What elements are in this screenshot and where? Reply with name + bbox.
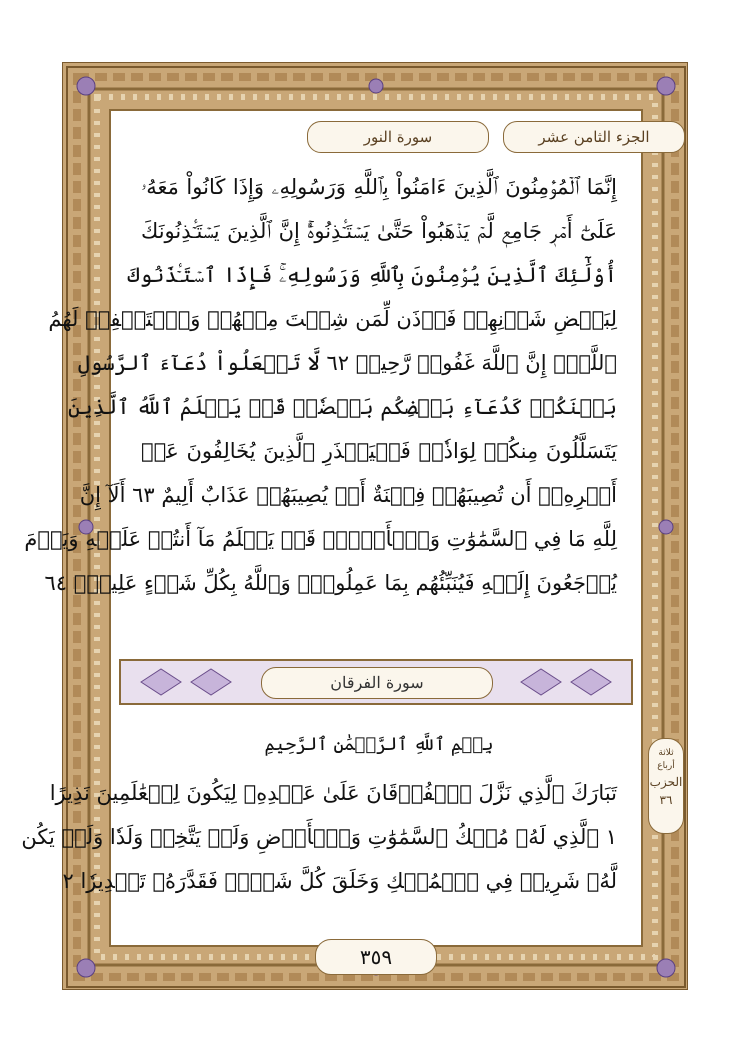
basmala: بِسۡمِ ٱللَّهِ ٱلرَّحۡمَٰنِ ٱلرَّحِيمِ [264,734,494,755]
surah-title: سورة النور [307,121,489,153]
verse-line: لِلَّهِ مَا فِي ٱلسَّمَٰوَٰتِ وَٱلۡأَرۡضِۖ قَدۡ يَعۡلَمُ مَآ أَنتُمۡ عَلَيۡهِ وَيَوۡمَ [24,527,617,551]
verse-line: أَمۡرِهِۦٓ أَن تُصِيبَهُمۡ فِتۡنَةٌ أَوۡ يُصِيبَهُمۡ عَذَابٌ أَلِيمٌ ٦٣ أَلَآ إِنَّ [79,483,617,507]
verse-line: تَبَارَكَ ٱلَّذِي نَزَّلَ ٱلۡفُرۡقَانَ عَلَىٰ عَبۡدِهِۦ لِيَكُونَ لِلۡعَٰلَمِينَ نَذِيرًا [49,781,617,805]
verse-line: يَتَسَلَّلُونَ مِنكُمۡ لِوَاذٗاۚ فَلۡيَحۡذَرِ ٱلَّذِينَ يُخَالِفُونَ عَنۡ [141,439,617,463]
juz-title: الجزء الثامن عشر [503,121,685,153]
banner-surah-name: سورة الفرقان [261,667,493,699]
verse-line: ٱللَّهَۚ إِنَّ ٱللَّهَ غَفُورٞ رَّحِيمٞ ٦٢ لَّا تَجۡعَلُواْ دُعَآءَ ٱلرَّسُولِ [77,351,617,375]
hizb-label: الحزب [649,775,683,789]
verse-line: ١ ٱلَّذِي لَهُۥ مُلۡكُ ٱلسَّمَٰوَٰتِ وَٱلۡأَرۡضِ وَلَمۡ يَتَّخِذۡ وَلَدٗا وَلَمۡ يَكُن [21,825,617,849]
verse-line: عَلَىٰٓ أَمۡرٖ جَامِعٖ لَّمۡ يَذۡهَبُواْ حَتَّىٰ يَسۡتَـٔۡذِنُوهُۚ إِنَّ ٱلَّذِينَ يَسۡتَـٔۡذِنُونَكَ [141,219,617,243]
page-frame [21,62,688,990]
hizb-fraction: ثلاثة أرباع [657,748,675,771]
verse-line: لَّهُۥ شَرِيكٞ فِي ٱلۡمُلۡكِ وَخَلَقَ كُلَّ شَيۡءٖ فَقَدَّرَهُۥ تَقۡدِيرٗا ٢ [62,869,617,893]
text-area [21,109,650,947]
surah-banner [119,659,633,705]
verse-block-bottom [21,771,617,903]
verse-line: يُرۡجَعُونَ إِلَيۡهِ فَيُنَبِّئُهُم بِمَا عَمِلُواْۗ وَٱللَّهُ بِكُلِّ شَيۡءٍ عَلِيمُۢ ٦٤ [44,571,617,595]
verse-line: بَيۡنَكُمۡ كَدُعَآءِ بَعۡضِكُم بَعۡضٗاۚ قَدۡ يَعۡلَمُ ٱللَّهُ ٱلَّذِينَ [68,395,617,419]
page-number: ٣٥٩ [315,939,437,975]
verse-line: أُوْلَٰٓئِكَ ٱلَّذِينَ يُؤۡمِنُونَ بِٱللَّهِ وَرَسُولِهِۦۚ فَإِذَا ٱسۡتَـٔۡذَنُوكَ [127,263,617,287]
verse-line: إِنَّمَا ٱلۡمُؤۡمِنُونَ ٱلَّذِينَ ءَامَنُواْ بِٱللَّهِ وَرَسُولِهِۦ وَإِذَا كَانُواْ مَعَهُۥ [141,175,617,199]
verse-line: لِبَعۡضِ شَأۡنِهِمۡ فَأۡذَن لِّمَن شِئۡتَ مِنۡهُمۡ وَٱسۡتَغۡفِرۡ لَهُمُ [48,307,617,331]
hizb-marker [648,738,684,834]
hizb-number: ٣٦ [659,793,673,807]
verse-block-top [24,165,617,605]
